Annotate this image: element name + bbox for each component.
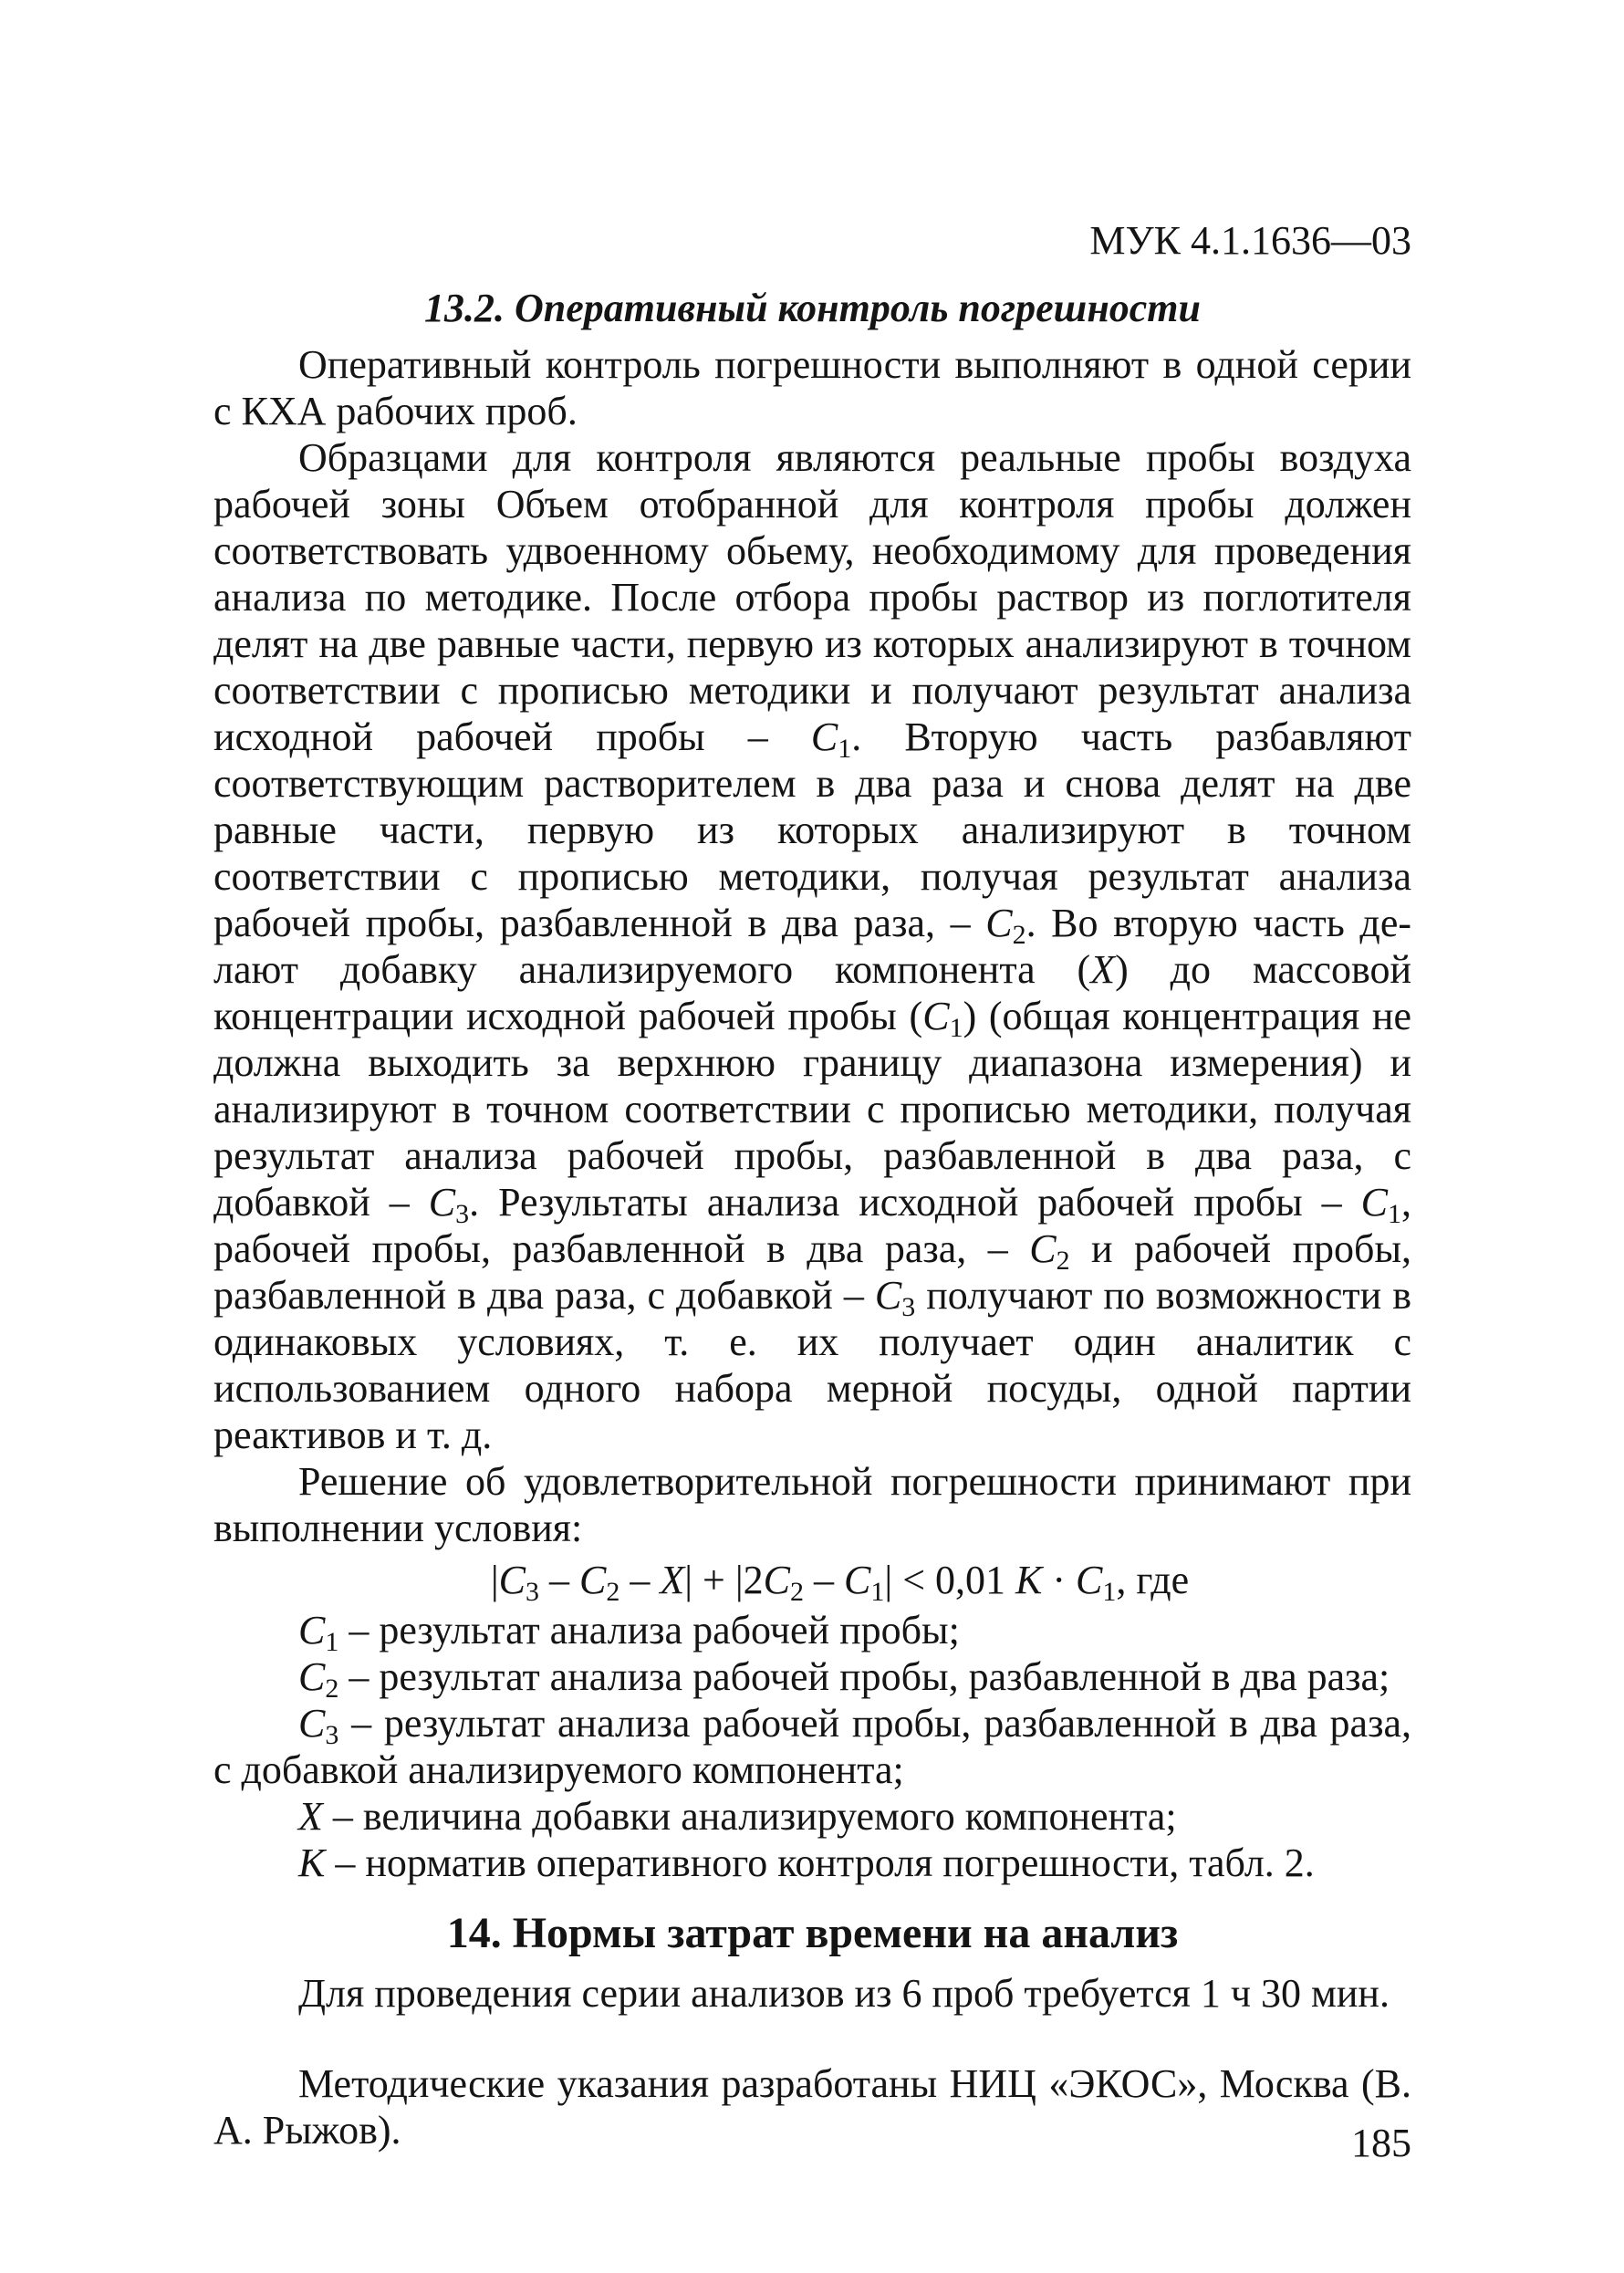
var-c2: C xyxy=(1029,1226,1057,1271)
var-c1: C xyxy=(1360,1180,1388,1225)
var-c2: C xyxy=(763,1558,791,1602)
formula-part: | < 0,01 xyxy=(884,1558,1016,1602)
definition-text: – норматив оперативного контроля погрешности, табл. 2. xyxy=(325,1840,1315,1885)
var-c1: C xyxy=(1076,1558,1103,1602)
text-run: . Вторую часть разбавляют соответствующим растворителем в два раза и снова делят на две равные части, первую из которых анализируют в точном соответствии с прописью методики, получая результат анализа рабочей пробы, разбавленной в два раза, – xyxy=(213,714,1412,945)
document-page xyxy=(213,215,1411,2153)
formula-part: – xyxy=(619,1558,661,1602)
paragraph-condition: Решение об удовлетворительной погрешности принимают при выполнении условия: xyxy=(213,1459,1411,1550)
text-run: ) (общая концентрация не должна выходить за верхнюю границу диапазона измерения) и анализируют в точном соответствии с прописью методики, получая результат анализа рабочей пробы, разбавленной в два раза, с добавкой – xyxy=(213,994,1412,1225)
definition-x xyxy=(213,1793,1411,1840)
var-x: X xyxy=(660,1558,685,1602)
var-c1: C xyxy=(922,994,950,1038)
var-c3: C xyxy=(874,1273,902,1318)
text-run: и рабочей пробы, разбавленной в два раза, с добавкой – xyxy=(213,1226,1412,1318)
text-run: ) до массовой концентрации исходной рабочей пробы ( xyxy=(213,947,1411,1038)
page-number: 185 xyxy=(1351,2121,1411,2165)
credit-paragraph: Методические указания разработаны НИЦ «ЭКОС», Москва (В. А. Рыжов). xyxy=(213,2061,1411,2153)
subsection-title: 13.2. Оперативный контроль погрешности xyxy=(424,286,1201,330)
paragraph-procedure xyxy=(213,434,1411,1458)
sub-2: 2 xyxy=(790,1577,805,1607)
formula-part: , где xyxy=(1116,1558,1190,1602)
sub-1: 1 xyxy=(325,1627,339,1657)
section-14-title: 14. Нормы затрат времени на анализ xyxy=(446,1909,1179,1957)
formula-condition xyxy=(213,1557,1411,1607)
text-run: , рабочей пробы, разбавленной в два раза, – xyxy=(213,1180,1411,1271)
var-c3: C xyxy=(428,1180,456,1225)
formula-part: – xyxy=(538,1558,579,1602)
definition-text: – результат анализа рабочей пробы, разбавленной в два раза, с добавкой анализируемого компонента; xyxy=(213,1701,1411,1792)
var-x: X xyxy=(298,1794,323,1839)
var-c3: C xyxy=(498,1558,526,1602)
var-k: K xyxy=(298,1840,326,1885)
var-c1: C xyxy=(810,714,838,759)
var-x: X xyxy=(1090,947,1116,992)
sub-1: 1 xyxy=(949,1013,963,1043)
definition-text: – величина добавки анализируемого компонента; xyxy=(322,1794,1177,1839)
formula-part: | + |2 xyxy=(684,1558,764,1602)
definition-c2 xyxy=(213,1653,1411,1704)
sub-1: 1 xyxy=(1388,1199,1401,1229)
definition-text: – результат анализа рабочей пробы; xyxy=(338,1608,960,1653)
formula-part: – xyxy=(804,1558,845,1602)
sub-3: 3 xyxy=(455,1199,470,1229)
definitions-list xyxy=(213,1607,1411,1886)
sub-2: 2 xyxy=(325,1673,339,1704)
sub-1: 1 xyxy=(838,734,852,764)
sub-2: 2 xyxy=(1056,1246,1070,1276)
var-k: K xyxy=(1015,1558,1043,1602)
var-c1: C xyxy=(298,1608,326,1653)
sub-1: 1 xyxy=(1102,1577,1117,1607)
var-c2: C xyxy=(298,1654,326,1699)
var-c2: C xyxy=(985,901,1013,945)
var-c1: C xyxy=(844,1558,871,1602)
text-run: . Во вторую часть делают добавку анализируемого компонента ( xyxy=(213,901,1412,992)
definition-text: – результат анализа рабочей пробы, разбавленной в два раза; xyxy=(338,1654,1390,1699)
sub-1: 1 xyxy=(870,1577,885,1607)
text-run: . Результаты анализа исходной рабочей пробы – xyxy=(469,1180,1342,1225)
sub-3: 3 xyxy=(525,1577,539,1607)
var-c2: C xyxy=(578,1558,607,1602)
text-run: получают по возможности в одинаковых условиях, т. е. их получает один аналитик с использованием одного набора мерной посуды, одной партии реактивов и т. д. xyxy=(213,1273,1411,1457)
sub-2: 2 xyxy=(1012,920,1026,950)
definition-c3 xyxy=(213,1700,1411,1793)
paragraph-intro: Оперативный контроль погрешности выполняют в одной серии с КХА рабочих проб. xyxy=(213,342,1411,433)
var-c3: C xyxy=(298,1701,326,1746)
section-14-text: Для проведения серии анализов из 6 проб требуется 1 ч 30 мин. xyxy=(298,1971,1390,2016)
document-code-header: МУК 4.1.1636—03 xyxy=(1089,218,1411,263)
sub-2: 2 xyxy=(606,1577,620,1607)
definition-k xyxy=(213,1840,1411,1886)
sub-3: 3 xyxy=(901,1292,916,1322)
sub-3: 3 xyxy=(325,1720,339,1750)
text-run: Образцами для контроля являются реальные пробы воздуха рабочей зоны Объем отобранной для контроля пробы должен соответствовать удвоенному обьему, необходимому для проведения анализа по методике. После отбора пробы раствор из поглотителя делят на две равные части, первую из которых анализируют в точном соответствии с прописью методики и получают результат анализа исходной рабочей пробы – xyxy=(213,435,1411,759)
formula-part: · xyxy=(1042,1558,1077,1602)
definition-c1 xyxy=(213,1607,1411,1657)
formula-part: | xyxy=(490,1558,499,1602)
